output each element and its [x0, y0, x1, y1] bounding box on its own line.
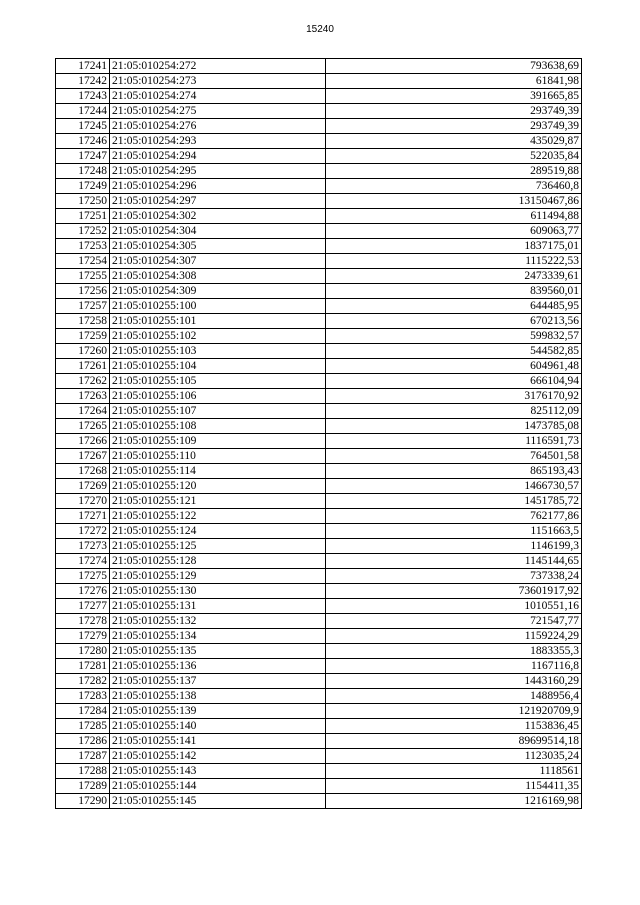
- table-row: [56, 479, 582, 494]
- table-row: [56, 404, 582, 419]
- table-row: [56, 659, 582, 674]
- table-row: [56, 719, 582, 734]
- cadastral-value: 61841,98: [326, 74, 582, 89]
- table-row: [56, 284, 582, 299]
- cadastral-value: 73601917,92: [326, 584, 582, 599]
- cadastral-value: 865193,43: [326, 464, 582, 479]
- cadastral-value: 1010551,16: [326, 599, 582, 614]
- cadastral-number: 21:05:010255:132: [110, 614, 326, 629]
- cadastral-value: 793638,69: [326, 59, 582, 74]
- cadastral-number: 21:05:010254:297: [110, 194, 326, 209]
- row-number: 17260: [56, 344, 110, 359]
- cadastral-value: 609063,77: [326, 224, 582, 239]
- row-number: 17249: [56, 179, 110, 194]
- cadastral-number: 21:05:010255:103: [110, 344, 326, 359]
- row-number: 17277: [56, 599, 110, 614]
- table-row: [56, 59, 582, 74]
- row-number: 17273: [56, 539, 110, 554]
- row-number: 17286: [56, 734, 110, 749]
- cadastral-number: 21:05:010255:143: [110, 764, 326, 779]
- cadastral-value: 1154411,35: [326, 779, 582, 794]
- row-number: 17288: [56, 764, 110, 779]
- cadastral-number: 21:05:010254:295: [110, 164, 326, 179]
- cadastral-number: 21:05:010254:308: [110, 269, 326, 284]
- cadastral-value: 289519,88: [326, 164, 582, 179]
- table-row: [56, 209, 582, 224]
- cadastral-number: 21:05:010255:129: [110, 569, 326, 584]
- cadastral-number: 21:05:010255:109: [110, 434, 326, 449]
- table-row: [56, 224, 582, 239]
- cadastral-number: 21:05:010255:140: [110, 719, 326, 734]
- cadastral-number: 21:05:010254:305: [110, 239, 326, 254]
- table-row: [56, 584, 582, 599]
- table-row: [56, 524, 582, 539]
- cadastral-value: 544582,85: [326, 344, 582, 359]
- row-number: 17246: [56, 134, 110, 149]
- table-row: [56, 119, 582, 134]
- cadastral-value: 604961,48: [326, 359, 582, 374]
- table-row: [56, 254, 582, 269]
- row-number: 17261: [56, 359, 110, 374]
- row-number: 17272: [56, 524, 110, 539]
- cadastral-number: 21:05:010255:122: [110, 509, 326, 524]
- cadastral-value: 3176170,92: [326, 389, 582, 404]
- cadastral-number: 21:05:010255:130: [110, 584, 326, 599]
- table-row: [56, 419, 582, 434]
- table-row: [56, 104, 582, 119]
- row-number: 17281: [56, 659, 110, 674]
- cadastral-value: 1488956,4: [326, 689, 582, 704]
- cadastral-number: 21:05:010255:120: [110, 479, 326, 494]
- cadastral-value: 599832,57: [326, 329, 582, 344]
- cadastral-value: 293749,39: [326, 119, 582, 134]
- row-number: 17285: [56, 719, 110, 734]
- row-number: 17282: [56, 674, 110, 689]
- cadastral-value: 1466730,57: [326, 479, 582, 494]
- cadastral-number: 21:05:010255:106: [110, 389, 326, 404]
- cadastral-number: 21:05:010255:144: [110, 779, 326, 794]
- cadastral-number: 21:05:010254:302: [110, 209, 326, 224]
- cadastral-value: 1837175,01: [326, 239, 582, 254]
- cadastral-number: 21:05:010255:101: [110, 314, 326, 329]
- cadastral-value: 611494,88: [326, 209, 582, 224]
- cadastral-value: 1123035,24: [326, 749, 582, 764]
- table-row: [56, 554, 582, 569]
- cadastral-value: 2473339,61: [326, 269, 582, 284]
- row-number: 17279: [56, 629, 110, 644]
- row-number: 17248: [56, 164, 110, 179]
- cadastral-value: 1115222,53: [326, 254, 582, 269]
- row-number: 17269: [56, 479, 110, 494]
- row-number: 17259: [56, 329, 110, 344]
- cadastral-number: 21:05:010255:128: [110, 554, 326, 569]
- row-number: 17262: [56, 374, 110, 389]
- cadastral-number: 21:05:010254:304: [110, 224, 326, 239]
- page-number: 15240: [306, 24, 334, 35]
- row-number: 17264: [56, 404, 110, 419]
- cadastral-number: 21:05:010254:274: [110, 89, 326, 104]
- cadastral-value: 1151663,5: [326, 524, 582, 539]
- table-row: [56, 389, 582, 404]
- cadastral-number: 21:05:010255:124: [110, 524, 326, 539]
- cadastral-number: 21:05:010255:102: [110, 329, 326, 344]
- row-number: 17287: [56, 749, 110, 764]
- row-number: 17255: [56, 269, 110, 284]
- cadastral-number: 21:05:010255:100: [110, 299, 326, 314]
- cadastral-number: 21:05:010255:105: [110, 374, 326, 389]
- cadastral-value: 721547,77: [326, 614, 582, 629]
- cadastral-value: 644485,95: [326, 299, 582, 314]
- cadastral-number: 21:05:010255:114: [110, 464, 326, 479]
- table-row: [56, 689, 582, 704]
- table-row: [56, 674, 582, 689]
- cadastral-number: 21:05:010255:125: [110, 539, 326, 554]
- table-row: [56, 359, 582, 374]
- table-row: [56, 89, 582, 104]
- row-number: 17278: [56, 614, 110, 629]
- row-number: 17263: [56, 389, 110, 404]
- table-row: [56, 239, 582, 254]
- cadastral-value: 1883355,3: [326, 644, 582, 659]
- cadastral-value: 1116591,73: [326, 434, 582, 449]
- cadastral-value: 839560,01: [326, 284, 582, 299]
- row-number: 17265: [56, 419, 110, 434]
- cadastral-value: 1443160,29: [326, 674, 582, 689]
- cadastral-value: 1153836,45: [326, 719, 582, 734]
- cadastral-number: 21:05:010254:275: [110, 104, 326, 119]
- row-number: 17247: [56, 149, 110, 164]
- cadastral-value: 89699514,18: [326, 734, 582, 749]
- cadastral-value: 737338,24: [326, 569, 582, 584]
- cadastral-value: 1167116,8: [326, 659, 582, 674]
- row-number: 17267: [56, 449, 110, 464]
- table-row: [56, 449, 582, 464]
- cadastral-value: 762177,86: [326, 509, 582, 524]
- cadastral-value-table: [55, 58, 582, 809]
- row-number: 17258: [56, 314, 110, 329]
- row-number: 17244: [56, 104, 110, 119]
- cadastral-number: 21:05:010255:137: [110, 674, 326, 689]
- cadastral-number: 21:05:010254:273: [110, 74, 326, 89]
- cadastral-value: 1159224,29: [326, 629, 582, 644]
- cadastral-number: 21:05:010254:294: [110, 149, 326, 164]
- row-number: 17290: [56, 794, 110, 809]
- cadastral-number: 21:05:010255:145: [110, 794, 326, 809]
- table-row: [56, 314, 582, 329]
- row-number: 17289: [56, 779, 110, 794]
- row-number: 17274: [56, 554, 110, 569]
- table-row: [56, 749, 582, 764]
- row-number: 17254: [56, 254, 110, 269]
- cadastral-value: 666104,94: [326, 374, 582, 389]
- cadastral-number: 21:05:010255:134: [110, 629, 326, 644]
- cadastral-value: 1118561: [326, 764, 582, 779]
- row-number: 17257: [56, 299, 110, 314]
- table-row: [56, 299, 582, 314]
- row-number: 17271: [56, 509, 110, 524]
- cadastral-value: 1473785,08: [326, 419, 582, 434]
- cadastral-number: 21:05:010255:136: [110, 659, 326, 674]
- table-row: [56, 179, 582, 194]
- row-number: 17251: [56, 209, 110, 224]
- cadastral-value: 522035,84: [326, 149, 582, 164]
- row-number: 17266: [56, 434, 110, 449]
- cadastral-value: 121920709,9: [326, 704, 582, 719]
- row-number: 17243: [56, 89, 110, 104]
- table-row: [56, 494, 582, 509]
- row-number: 17241: [56, 59, 110, 74]
- table-row: [56, 164, 582, 179]
- cadastral-number: 21:05:010254:272: [110, 59, 326, 74]
- cadastral-value: 825112,09: [326, 404, 582, 419]
- cadastral-number: 21:05:010254:309: [110, 284, 326, 299]
- table-row: [56, 149, 582, 164]
- cadastral-number: 21:05:010255:121: [110, 494, 326, 509]
- cadastral-number: 21:05:010255:104: [110, 359, 326, 374]
- cadastral-number: 21:05:010255:110: [110, 449, 326, 464]
- table-row: [56, 644, 582, 659]
- cadastral-number: 21:05:010255:131: [110, 599, 326, 614]
- table-row: [56, 134, 582, 149]
- row-number: 17252: [56, 224, 110, 239]
- table-row: [56, 344, 582, 359]
- row-number: 17253: [56, 239, 110, 254]
- cadastral-number: 21:05:010254:307: [110, 254, 326, 269]
- row-number: 17284: [56, 704, 110, 719]
- table-row: [56, 269, 582, 284]
- cadastral-value: 1146199,3: [326, 539, 582, 554]
- cadastral-number: 21:05:010254:296: [110, 179, 326, 194]
- cadastral-number: 21:05:010255:135: [110, 644, 326, 659]
- row-number: 17283: [56, 689, 110, 704]
- table-row: [56, 614, 582, 629]
- table-row: [56, 74, 582, 89]
- row-number: 17256: [56, 284, 110, 299]
- cadastral-number: 21:05:010255:138: [110, 689, 326, 704]
- cadastral-number: 21:05:010255:108: [110, 419, 326, 434]
- cadastral-value: 764501,58: [326, 449, 582, 464]
- table-body: [56, 59, 582, 809]
- cadastral-value: 293749,39: [326, 104, 582, 119]
- cadastral-value: 1451785,72: [326, 494, 582, 509]
- cadastral-number: 21:05:010255:139: [110, 704, 326, 719]
- table-row: [56, 509, 582, 524]
- cadastral-number: 21:05:010255:142: [110, 749, 326, 764]
- table-row: [56, 734, 582, 749]
- table-row: [56, 569, 582, 584]
- cadastral-value: 1145144,65: [326, 554, 582, 569]
- row-number: 17280: [56, 644, 110, 659]
- table-row: [56, 464, 582, 479]
- table-row: [56, 194, 582, 209]
- table-row: [56, 434, 582, 449]
- cadastral-number: 21:05:010255:107: [110, 404, 326, 419]
- row-number: 17245: [56, 119, 110, 134]
- cadastral-value: 736460,8: [326, 179, 582, 194]
- table-row: [56, 764, 582, 779]
- row-number: 17275: [56, 569, 110, 584]
- cadastral-number: 21:05:010254:293: [110, 134, 326, 149]
- table-row: [56, 539, 582, 554]
- cadastral-value: 391665,85: [326, 89, 582, 104]
- table-row: [56, 704, 582, 719]
- row-number: 17270: [56, 494, 110, 509]
- table-row: [56, 779, 582, 794]
- cadastral-value: 1216169,98: [326, 794, 582, 809]
- table-row: [56, 629, 582, 644]
- cadastral-number: 21:05:010255:141: [110, 734, 326, 749]
- row-number: 17250: [56, 194, 110, 209]
- row-number: 17276: [56, 584, 110, 599]
- cadastral-value: 13150467,86: [326, 194, 582, 209]
- cadastral-number: 21:05:010254:276: [110, 119, 326, 134]
- table-row: [56, 329, 582, 344]
- cadastral-value: 435029,87: [326, 134, 582, 149]
- row-number: 17242: [56, 74, 110, 89]
- cadastral-value: 670213,56: [326, 314, 582, 329]
- table-row: [56, 599, 582, 614]
- row-number: 17268: [56, 464, 110, 479]
- table-row: [56, 794, 582, 809]
- table-row: [56, 374, 582, 389]
